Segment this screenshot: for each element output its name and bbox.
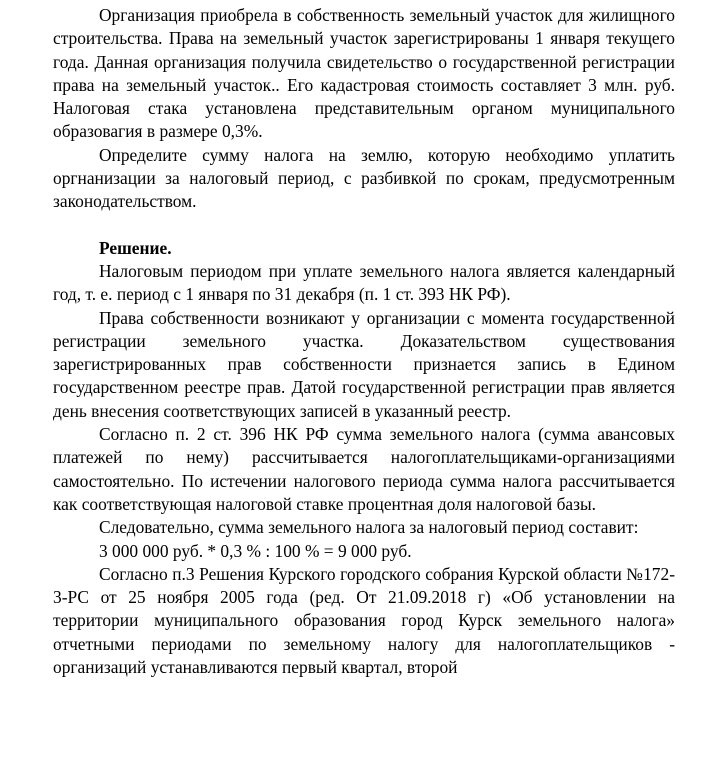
solution-paragraph-2: Права собственности возникают у организации с момента государственной регистрации земельного участка. Доказательством существования зарегистрированных прав собственности признается запись в Едином государственном реестре прав. Датой государственной регистрации прав является день внесения соответствующих записей в указанный реестр.: [53, 307, 675, 421]
document-page: [53, 4, 675, 679]
solution-paragraph-1: Налоговым периодом при уплате земельного налога является календарный год, т. е. период с 1 января по 31 декабря (п. 1 ст. 393 НК РФ).: [53, 260, 675, 305]
solution-paragraph-5: Согласно п.3 Решения Курского городского собрания Курской области №172-3-РС от 25 ноября 2005 года (ред. От 21.09.2018 г) «Об установлении на территории муниципального образования город Курск земельного налога» отчетными периодами по земельному налогу для налогоплательщиков - организаций устанавливаются первый квартал, второй: [53, 563, 675, 678]
solution-paragraph-4: Следовательно, сумма земельного налога за налоговый период составит:: [99, 517, 639, 538]
solution-heading: Решение.: [99, 237, 172, 258]
solution-paragraph-3: Согласно п. 2 ст. 396 НК РФ сумма земельного налога (сумма авансовых платежей по нему) рассчитывается налогоплательщиками-организациями самостоятельно. По истечении налогового периода сумма налога рассчитывается как соответствующая налоговой ставке процентная доля налоговой базы.: [53, 424, 675, 514]
paragraph-gap: [53, 214, 675, 237]
task-paragraph-2: Определите сумму налога на землю, которую необходимо уплатить оргнанизации за налоговый период, с разбивкой по срокам, предусмотренным законодательством.: [53, 144, 675, 212]
task-paragraph-1: Организация приобрела в собственность земельный участок для жилищного строительства. Права на земельный участок зарегистрированы 1 января текущего года. Данная организация получила свидетельство о государственной регистрации права на земельный участок.. Его кадастровая стоимость составляет 3 млн. руб. Налоговая стака установлена представительным органом муниципального образовагия в размере 0,3%.: [53, 5, 675, 142]
tax-calculation: 3 000 000 руб. * 0,3 % : 100 % = 9 000 руб.: [99, 540, 412, 561]
